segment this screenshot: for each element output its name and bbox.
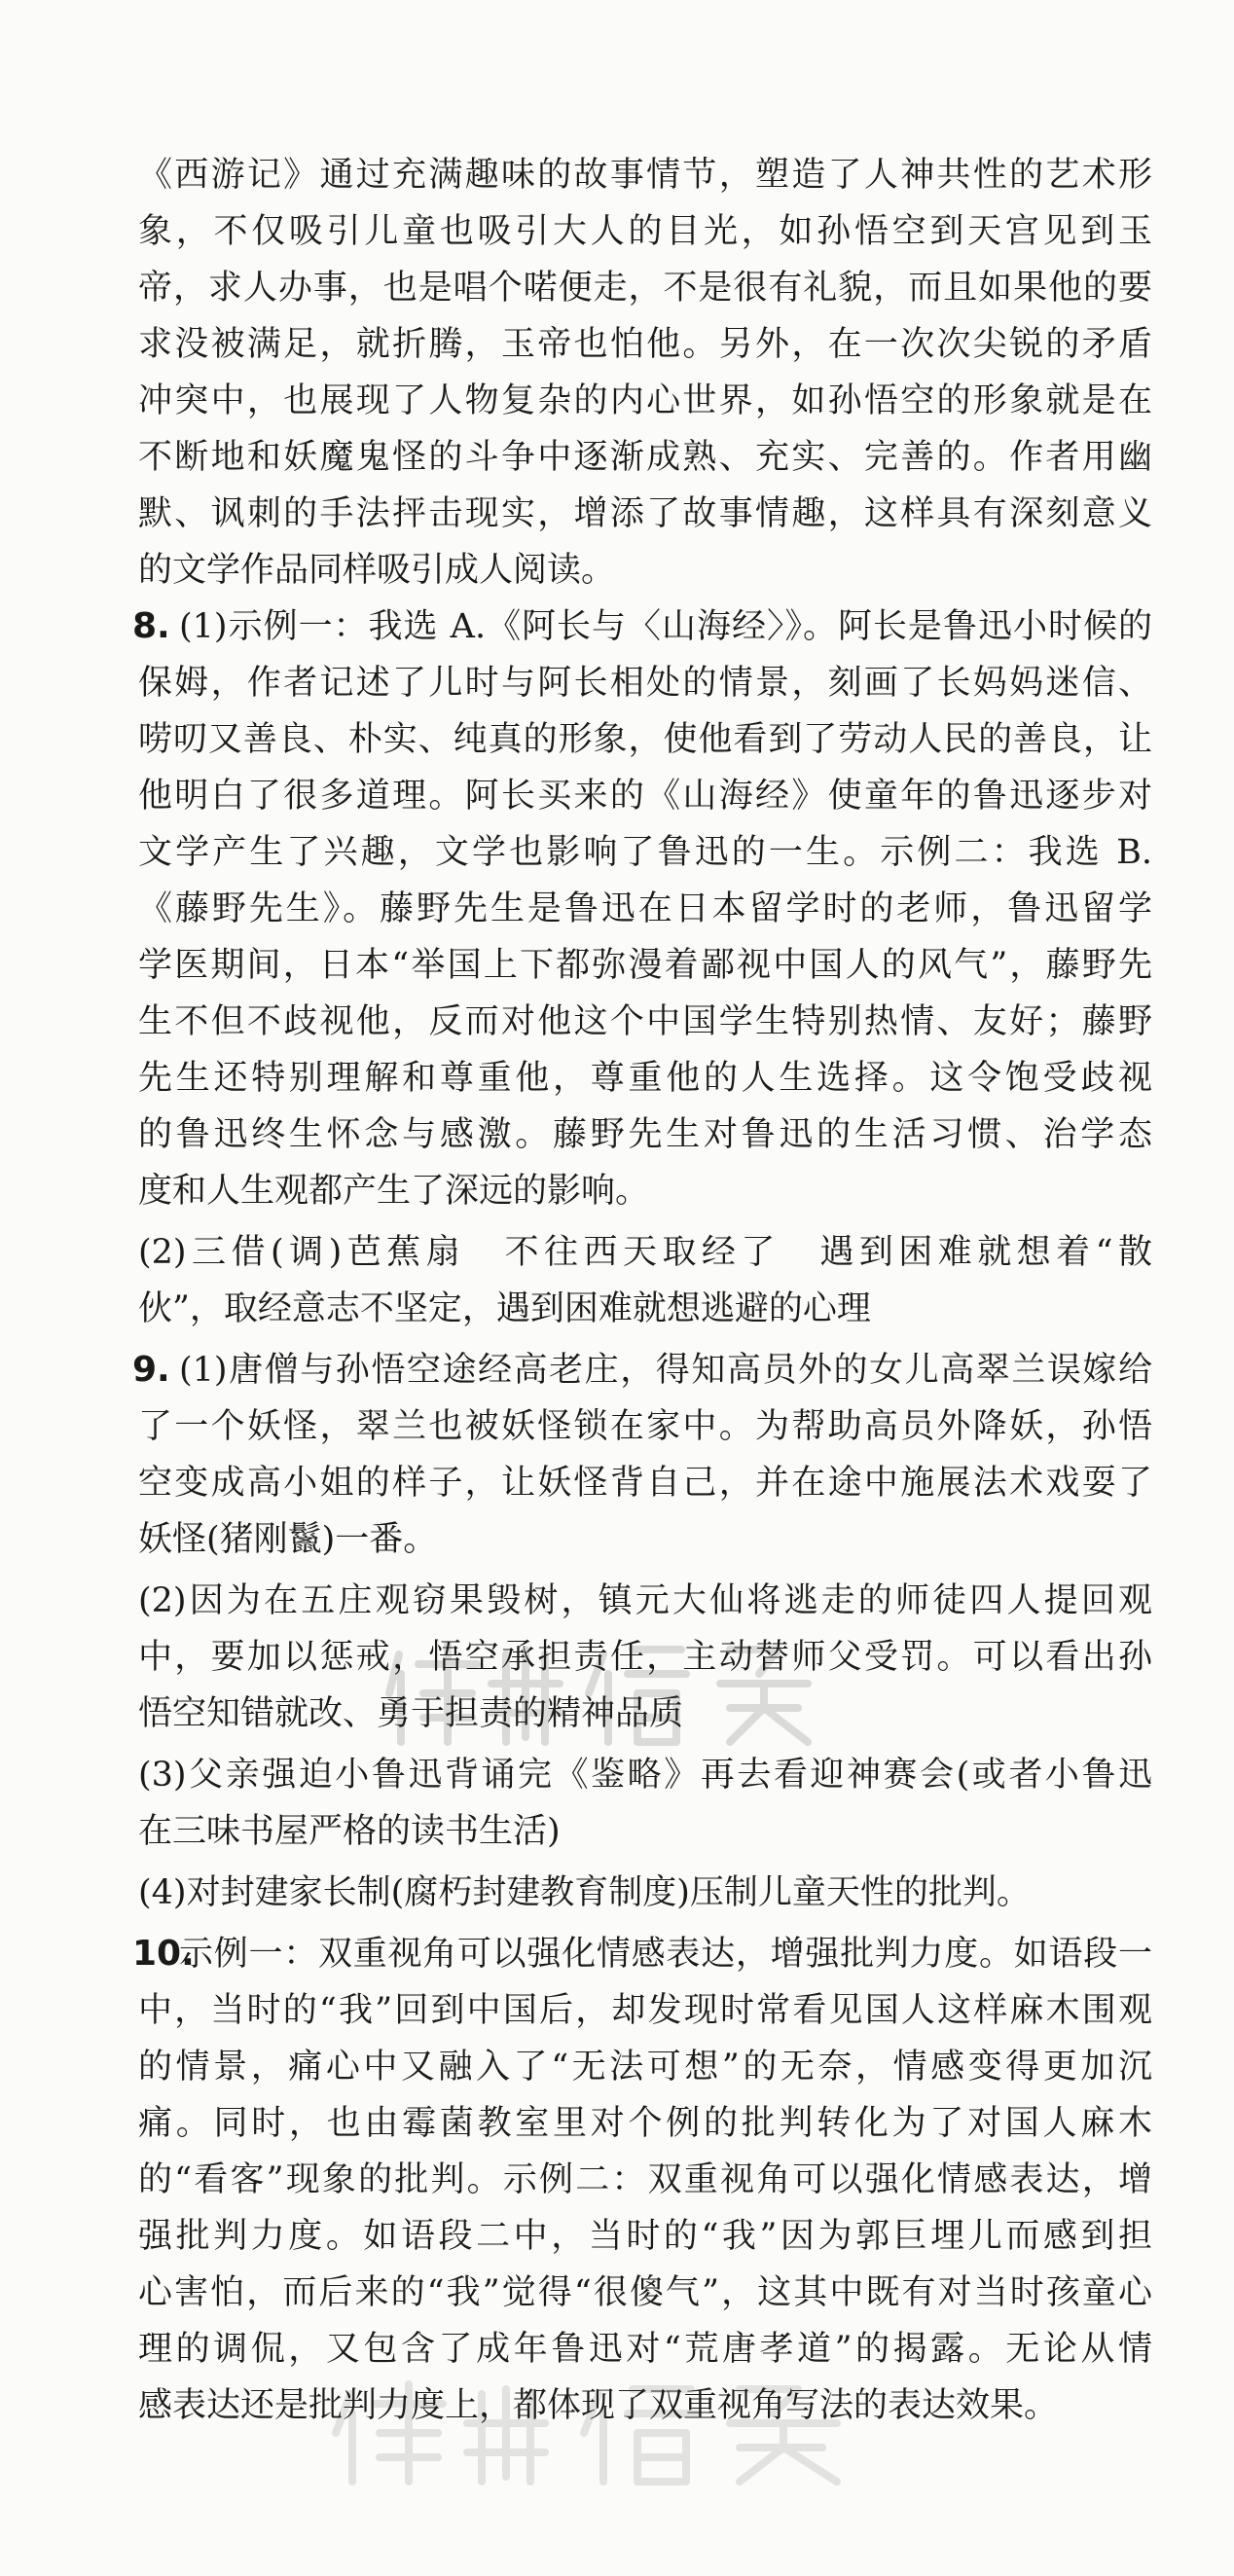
text-line: 感表达还是批判力度上，都体现了双重视角写法的表达效果。 [138, 2386, 1059, 2425]
watermark-logo [380, 1635, 837, 1752]
text-line: 的“看客”现象的批判。示例二：双重视角可以强化情感表达，增 [138, 2160, 1152, 2199]
text-line: (1)唐僧与孙悟空途经高老庄，得知高员外的女儿高翠兰误嫁给 [179, 1351, 1152, 1390]
text-line: 强批判力度。如语段二中，当时的“我”因为郭巨埋儿而感到担 [138, 2217, 1152, 2256]
text-line: 《西游记》通过充满趣味的故事情节，塑造了人神共性的艺术形 [138, 156, 1152, 195]
text-line: 的文学作品同样吸引成人阅读。 [138, 551, 616, 590]
text-line: (3)父亲强迫小鲁迅背诵完《鉴略》再去看迎神赛会(或者小鲁迅 [138, 1756, 1152, 1795]
text-line: 象，不仅吸引儿童也吸引大人的目光，如孙悟空到天宫见到玉 [138, 212, 1152, 251]
watermark-logo [321, 2375, 866, 2491]
question-number: 9. [132, 1350, 170, 1390]
question-number: 10. [132, 1934, 195, 1974]
text-line: 理的调侃，又包含了成年鲁迅对“荒唐孝道”的揭露。无论从情 [138, 2330, 1152, 2369]
text-line: 帝，求人办事，也是唱个喏便走，不是很有礼貌，而且如果他的要 [138, 269, 1152, 308]
text-line: 先生还特别理解和尊重他，尊重他的人生选择。这令饱受歧视 [138, 1059, 1152, 1098]
text-line: 他明白了很多道理。阿长买来的《山海经》使童年的鲁迅逐步对 [138, 777, 1152, 816]
text-line: 痛。同时，也由霉菌教室里对个例的批判转化为了对国人麻木 [138, 2104, 1152, 2143]
text-line: 中，要加以惩戒，悟空承担责任，主动替师父受罚。可以看出孙 [138, 1638, 1152, 1677]
text-line: 的鲁迅终生怀念与感激。藤野先生对鲁迅的生活习惯、治学态 [138, 1115, 1152, 1154]
text-line: 悟空知错就改、勇于担责的精神品质 [138, 1694, 684, 1733]
text-line: 学医期间，日本“举国上下都弥漫着鄙视中国人的风气”，藤野先 [138, 946, 1152, 985]
text-line: 不断地和妖魔鬼怪的斗争中逐渐成熟、充实、完善的。作者用幽 [138, 438, 1152, 477]
text-line: 空变成高小姐的样子，让妖怪背自己，并在途中施展法术戏耍了 [138, 1464, 1152, 1503]
text-line: 了一个妖怪，翠兰也被妖怪锁在家中。为帮助高员外降妖，孙悟 [138, 1407, 1152, 1446]
text-line: 《藤野先生》。藤野先生是鲁迅在日本留学时的老师，鲁迅留学 [138, 889, 1152, 928]
text-line: 求没被满足，就折腾，玉帝也怕他。另外，在一次次尖锐的矛盾 [138, 325, 1152, 364]
text-line: 伙”，取经意志不坚定，遇到困难就想逃避的心理 [138, 1289, 871, 1328]
text-line: 示例一：双重视角可以强化情感表达，增强批判力度。如语段一 [179, 1935, 1152, 1974]
text-line: 默、讽刺的手法抨击现实，增添了故事情趣，这样具有深刻意义 [138, 494, 1152, 533]
text-line: 生不但不歧视他，反而对他这个中国学生特别热情、友好；藤野 [138, 1002, 1152, 1041]
text-line: 中，当时的“我”回到中国后，却发现时常看见国人这样麻木围观 [138, 1991, 1152, 2030]
text-line: 唠叨又善良、朴实、纯真的形象，使他看到了劳动人民的善良，让 [138, 720, 1152, 759]
text-line: 心害怕，而后来的“我”觉得“很傻气”，这其中既有对当时孩童心 [138, 2273, 1152, 2312]
text-line: (2)因为在五庄观窃果毁树，镇元大仙将逃走的师徒四人提回观 [138, 1581, 1152, 1620]
text-line: 妖怪(猪刚鬣)一番。 [138, 1520, 438, 1559]
question-number: 8. [132, 606, 170, 646]
text-line: (1)示例一：我选 A.《阿长与〈山海经〉》。阿长是鲁迅小时候的 [179, 607, 1152, 646]
text-line: (4)对封建家长制(腐朽封建教育制度)压制儿童天性的批判。 [138, 1873, 1031, 1912]
text-line: 文学产生了兴趣，文学也影响了鲁迅的一生。示例二：我选 B. [138, 833, 1152, 872]
text-line: 度和人生观都产生了深远的影响。 [138, 1172, 650, 1211]
text-line: (2)三借(调)芭蕉扇 不往西天取经了 遇到困难就想着“散 [138, 1233, 1152, 1272]
text-line: 保姆，作者记述了儿时与阿长相处的情景，刻画了长妈妈迷信、 [138, 664, 1152, 703]
text-line: 在三味书屋严格的读书生活) [138, 1812, 561, 1851]
text-line: 的情景，痛心中又融入了“无法可想”的无奈，情感变得更加沉 [138, 2048, 1152, 2086]
text-line: 冲突中，也展现了人物复杂的内心世界，如孙悟空的形象就是在 [138, 381, 1152, 420]
